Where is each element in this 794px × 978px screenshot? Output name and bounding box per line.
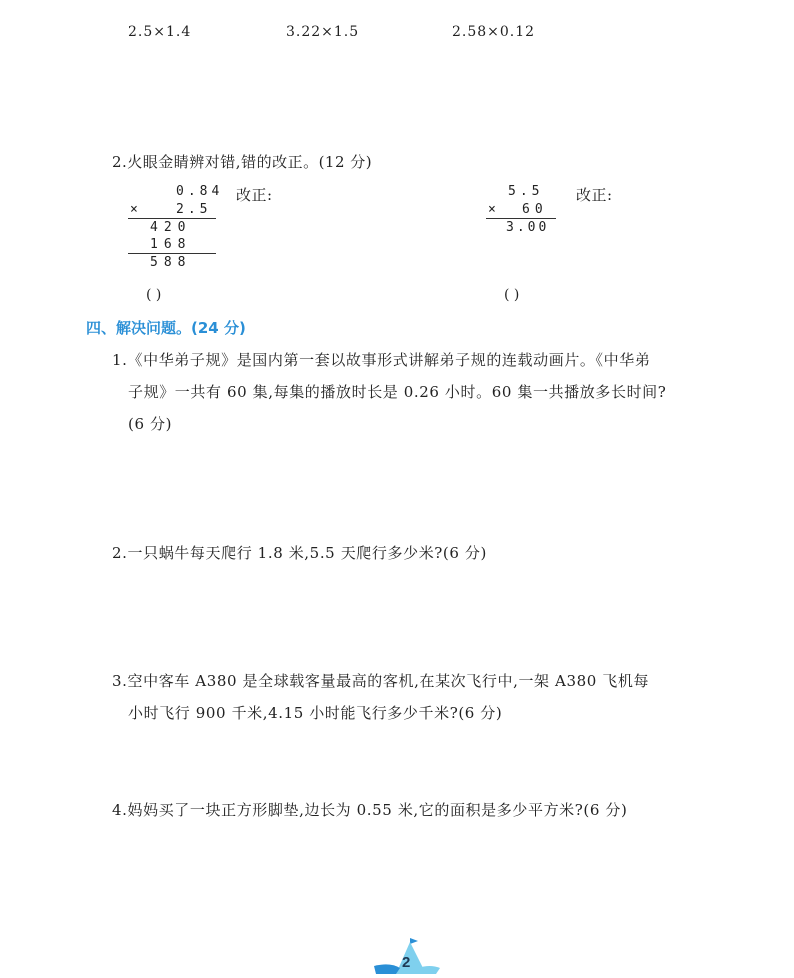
problem-3-line-2: 小时飞行 900 千米,4.15 小时能飞行多少千米?(6 分) <box>128 704 503 722</box>
problem-1-line-1: 1.《中华弟子规》是国内第一套以故事形式讲解弟子规的连载动画片。《中华弟 <box>112 351 651 369</box>
problem-4: 4.妈妈买了一块正方形脚垫,边长为 0.55 米,它的面积是多少平方米?(6 分) <box>112 801 628 819</box>
right-calc-times-sign: × <box>488 202 496 217</box>
right-fix-label: 改正: <box>576 186 613 204</box>
left-calc-row-1: 0.84 <box>176 184 224 199</box>
left-calc-row-5: 588 <box>150 255 192 270</box>
problem-1-line-3: (6 分) <box>128 415 173 433</box>
calc-expression-3: 2.58×0.12 <box>452 24 536 40</box>
right-calc-row-3: 3.00 <box>506 220 550 235</box>
left-calc-times-sign: × <box>130 202 138 217</box>
page-number-badge <box>366 936 446 974</box>
right-calc-row-2: 60 <box>522 202 548 217</box>
left-fix-label: 改正: <box>236 186 273 204</box>
page-number: 2 <box>402 954 411 971</box>
question-2-title: 2.火眼金睛辨对错,错的改正。(12 分) <box>112 153 373 171</box>
right-calc-row-1: 5.5 <box>508 184 544 199</box>
problem-3-line-1: 3.空中客车 A380 是全球载客量最高的客机,在某次飞行中,一架 A380 飞机每 <box>112 672 650 690</box>
left-calc-rule-2 <box>128 253 216 254</box>
problem-1-line-2: 子规》一共有 60 集,每集的播放时长是 0.26 小时。60 集一共播放多长时间? <box>128 383 667 401</box>
left-calc-rule-1 <box>128 218 216 219</box>
section-4-title: 四、解决问题。(24 分) <box>86 319 246 337</box>
left-calc-row-2: 2.5 <box>176 202 212 217</box>
right-answer-parentheses[interactable]: ( ) <box>504 287 520 303</box>
problem-2: 2.一只蜗牛每天爬行 1.8 米,5.5 天爬行多少米?(6 分) <box>112 544 487 562</box>
left-calc-row-4: 168 <box>150 237 192 252</box>
left-calc-row-3: 420 <box>150 220 192 235</box>
calc-expression-1: 2.5×1.4 <box>128 24 192 40</box>
calc-expression-2: 3.22×1.5 <box>286 24 360 40</box>
left-answer-parentheses[interactable]: ( ) <box>146 287 162 303</box>
right-calc-rule-1 <box>486 218 556 219</box>
